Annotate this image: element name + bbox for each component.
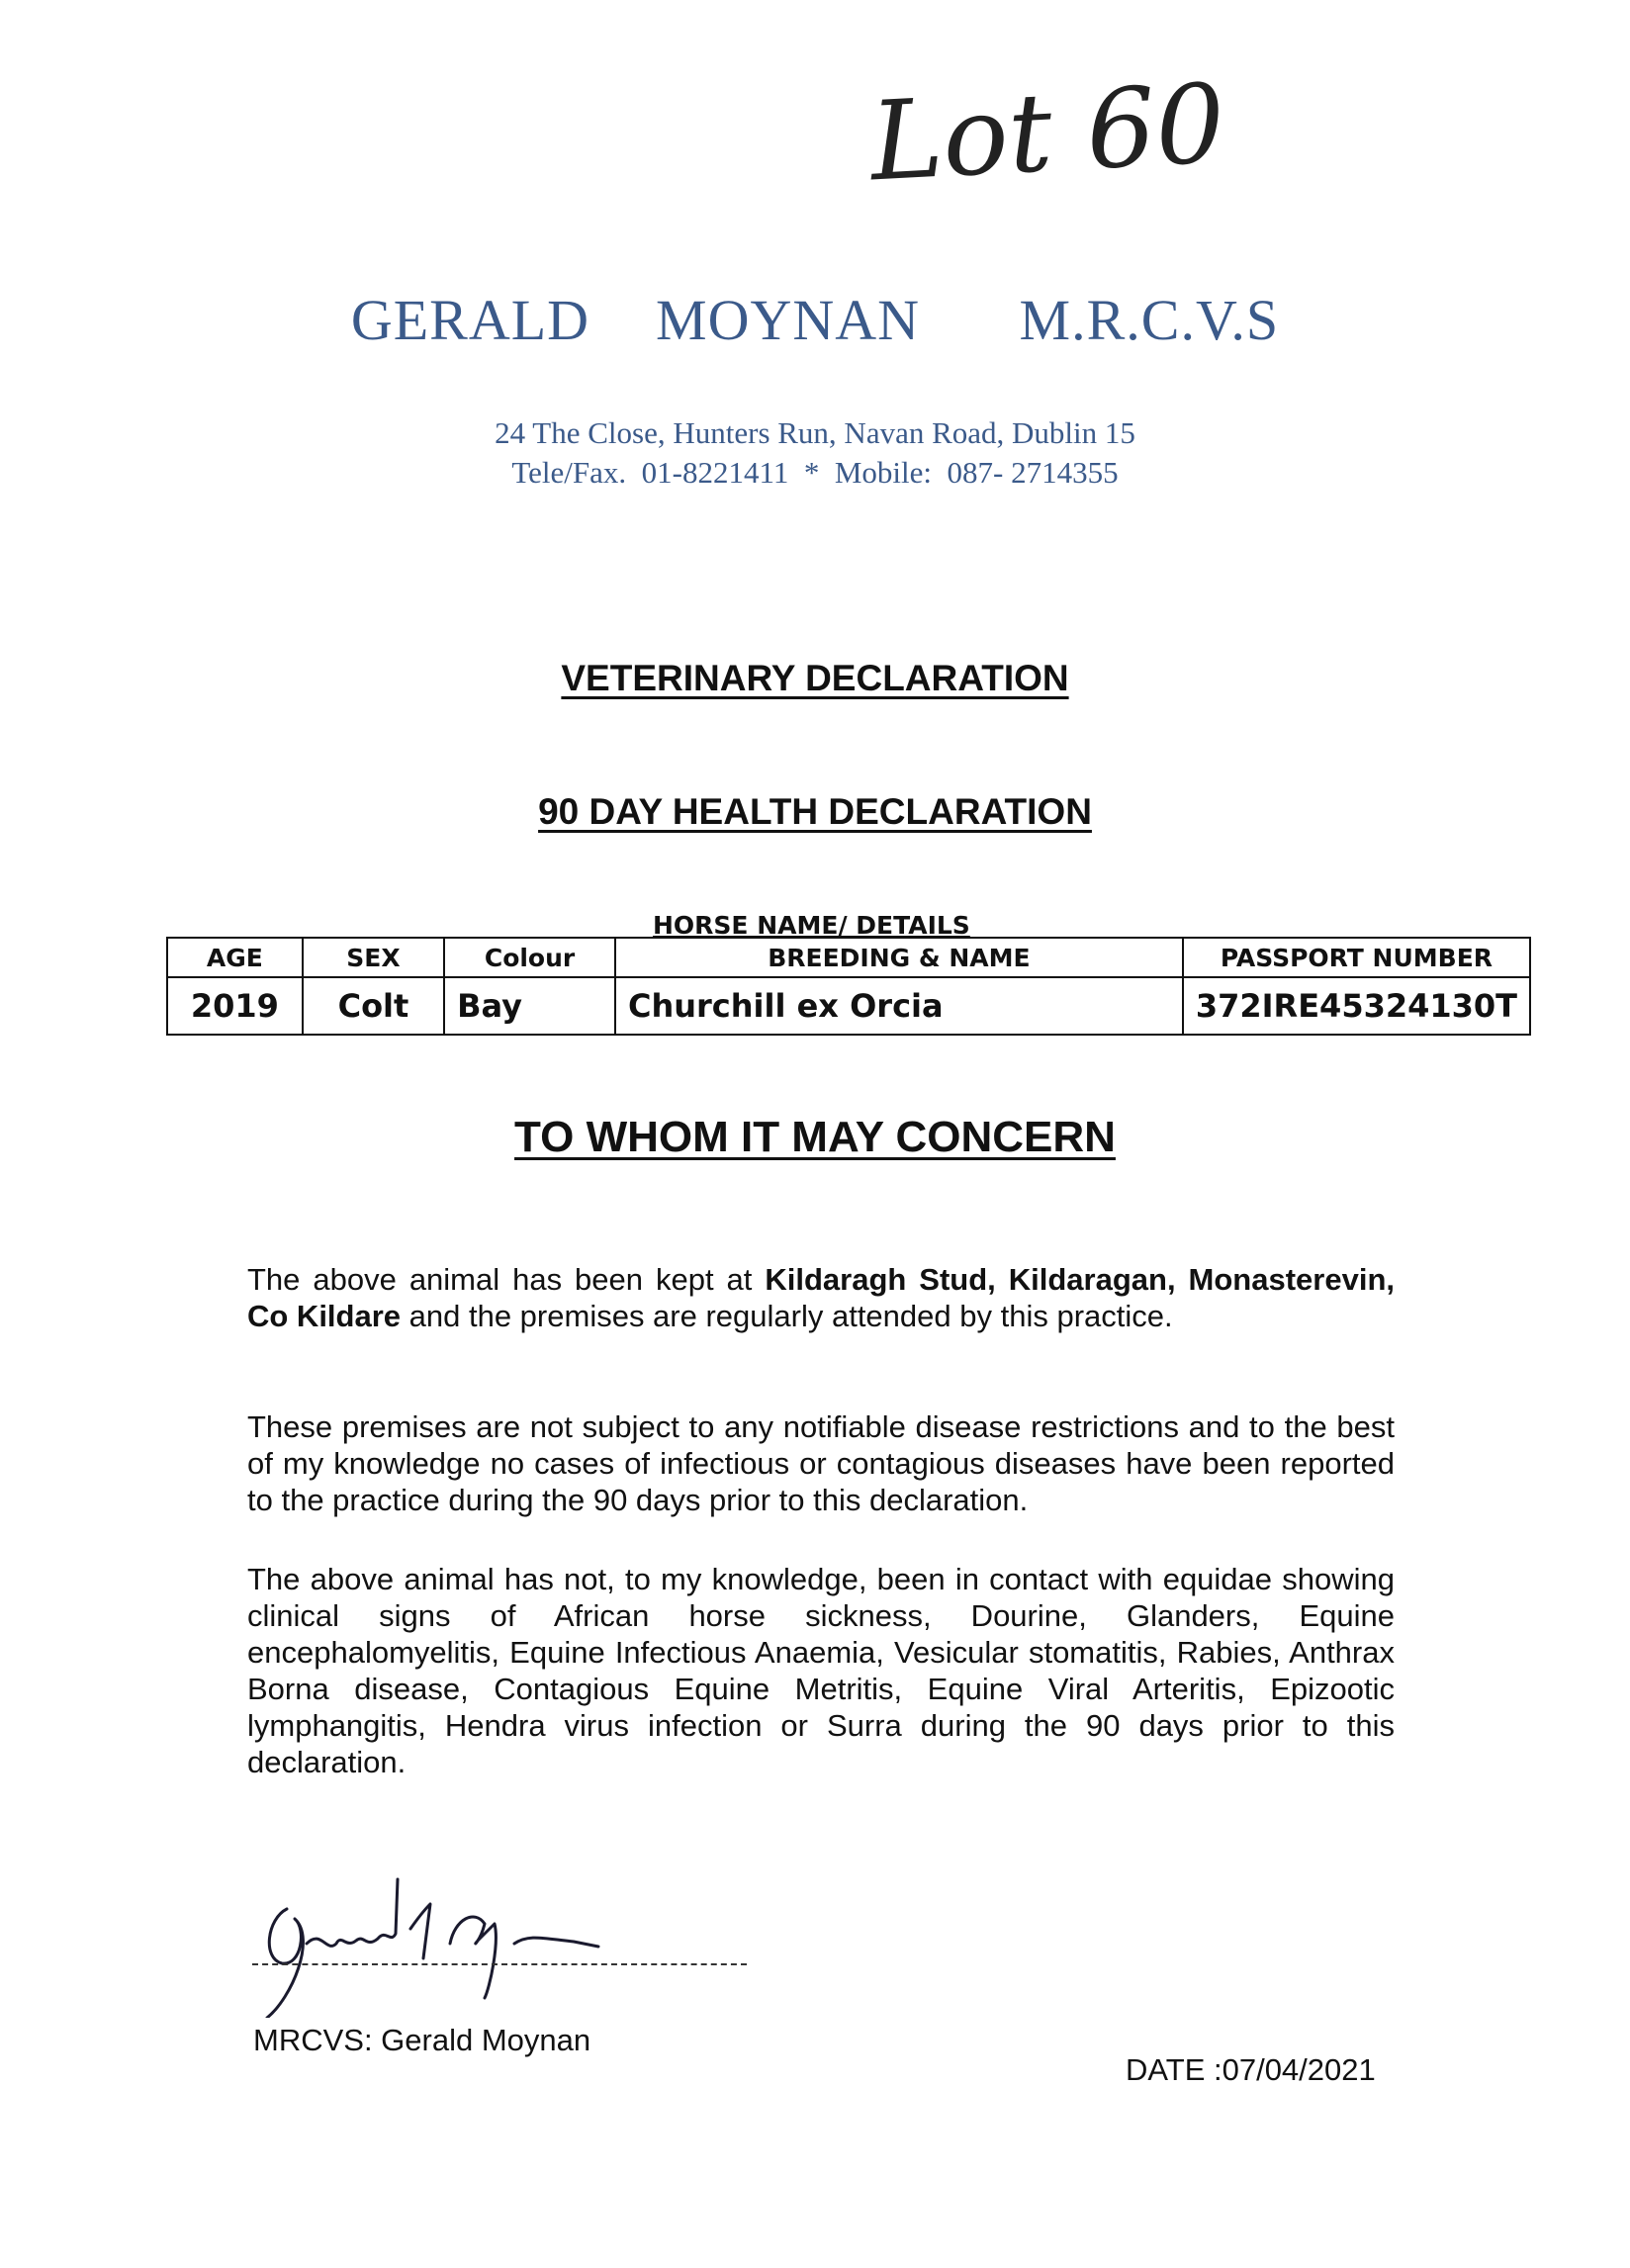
- header-colour: Colour: [444, 938, 615, 977]
- paragraph-kept-at-start: The above animal has been kept at: [247, 1262, 766, 1297]
- horse-details-table: [166, 937, 1531, 1036]
- handwritten-lot-number: Lot 60: [866, 59, 1228, 206]
- paragraph-kept-at: [247, 1261, 1395, 1334]
- horse-table-caption: HORSE NAME/ DETAILS: [653, 911, 970, 940]
- document-title: VETERINARY DECLARATION: [561, 658, 1069, 698]
- cell-sex: Colt: [303, 977, 444, 1035]
- paragraph-contact: The above animal has not, to my knowledge, been in contact with equidae showing clinical signs of African horse sickness, Dourine, Glanders, Equine encephalomyelitis, Equine Infectious Anaemia, Vesicular stomatitis, Rabies, Anthrax Borna disease, Contagious Equine Metritis, Equine Viral Arteritis, Epizootic lymphangitis, Hendra virus infection or Surra during the 90 days prior to this declaration.: [247, 1562, 1395, 1779]
- header-passport: PASSPORT NUMBER: [1183, 938, 1530, 977]
- signature-label: MRCVS: Gerald Moynan: [253, 2023, 591, 2057]
- handwritten-signature: [247, 1850, 762, 2018]
- table-row: [167, 977, 1530, 1035]
- paragraph-premises: These premises are not subject to any notifiable disease restrictions and to the best of my knowledge no cases of infectious or contagious diseases have been reported to the practice during the 90 days prior to this declaration.: [247, 1409, 1395, 1517]
- header-breeding: BREEDING & NAME: [615, 938, 1183, 977]
- paragraph-kept-at-end: and the premises are regularly attended by this practice.: [401, 1299, 1173, 1333]
- letterhead-contact: Tele/Fax. 01-8221411 * Mobile: 087- 2714355: [511, 455, 1119, 490]
- cell-age: 2019: [167, 977, 303, 1035]
- document-subtitle: 90 DAY HEALTH DECLARATION: [538, 791, 1092, 832]
- letterhead-address: 24 The Close, Hunters Run, Navan Road, Dublin 15: [495, 415, 1135, 450]
- cell-breeding: Churchill ex Orcia: [615, 977, 1183, 1035]
- header-age: AGE: [167, 938, 303, 977]
- concern-heading: TO WHOM IT MAY CONCERN: [514, 1113, 1116, 1161]
- cell-passport: 372IRE45324130T: [1183, 977, 1530, 1035]
- declaration-date: DATE :07/04/2021: [1126, 2052, 1376, 2087]
- stud-location: Kildaragh Stud, Kildaragan, Monasterevin, Co Kildare: [247, 1262, 1395, 1333]
- header-sex: SEX: [303, 938, 444, 977]
- signature-line: [252, 1963, 747, 1965]
- cell-colour: Bay: [444, 977, 615, 1035]
- table-header-row: [167, 938, 1530, 977]
- letterhead-name: GERALD MOYNAN M.R.C.V.S: [350, 288, 1280, 352]
